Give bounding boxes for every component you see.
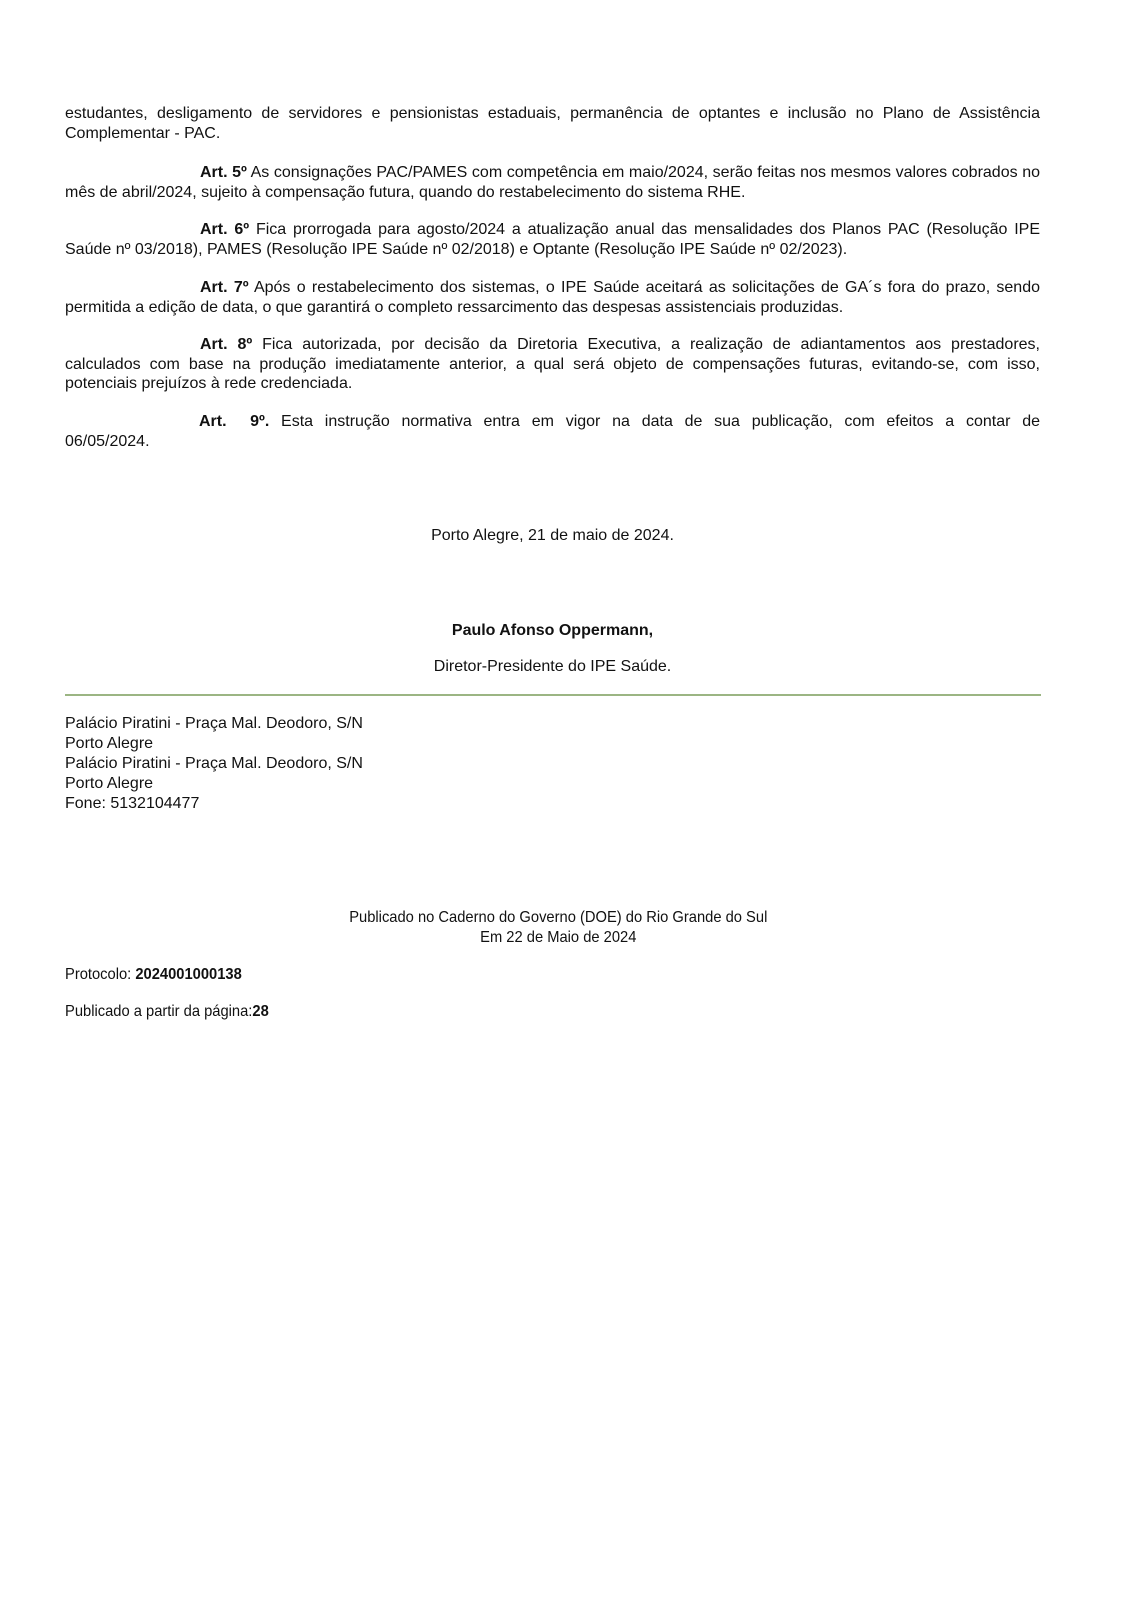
page-value: 28: [252, 1003, 269, 1020]
article-6: [65, 220, 1040, 259]
publication-page: [65, 1002, 269, 1022]
page-label: Publicado a partir da página:: [65, 1003, 253, 1020]
article-label: Art. 6º: [200, 221, 250, 238]
signatory-name: Paulo Afonso Oppermann,: [451, 622, 654, 639]
publication-line-1: Publicado no Caderno do Governo (DOE) do Rio Grande do Sul: [349, 909, 768, 926]
publication-line-2: Em 22 de Maio de 2024: [480, 929, 637, 946]
article-text: As consignações PAC/PAMES com competência em maio/2024, serão feitas nos mesmos valores cobrados no mês de abril/2024, sujeito à compensação futura, quando do restabelecimento do sistema RHE.: [65, 164, 1040, 201]
phone-line: Fone: 5132104477: [65, 795, 200, 812]
article-9: [65, 412, 1040, 451]
article-text: Esta instrução normativa entra em vigor na data de sua publicação, com efeitos a contar de 06/05/2024.: [65, 413, 1040, 450]
address-line: Palácio Piratini - Praça Mal. Deodoro, S/N: [65, 755, 363, 772]
protocol: [65, 965, 242, 985]
article-label: Art. 8º: [200, 336, 253, 353]
article-text: Fica autorizada, por decisão da Diretoria Executiva, a realização de adiantamentos aos prestadores, calculados com base na produção imediatamente anterior, a qual será objeto de compensações futuras, evitando-se, com isso, potenciais prejuízos à rede credenciada.: [65, 336, 1040, 392]
article-label: Art. 5º: [200, 164, 247, 181]
footer-address: [65, 714, 363, 814]
protocol-label: Protocolo:: [65, 966, 136, 983]
article-text: Fica prorrogada para agosto/2024 a atualização anual das mensalidades dos Planos PAC (Resolução IPE Saúde nº 03/2018), PAMES (Resolução IPE Saúde nº 02/2018) e Optante (Resolução IPE Saúde nº 02/2023).: [65, 221, 1041, 258]
intro-continuation: estudantes, desligamento de servidores e pensionistas estaduais, permanência de optantes e inclusão no Plano de Assistência Complementar - PAC.: [65, 105, 1040, 142]
footer-separator: [65, 694, 1041, 696]
article-5: [65, 163, 1040, 202]
address-line: Porto Alegre: [65, 735, 154, 752]
article-text: Após o restabelecimento dos sistemas, o IPE Saúde aceitará as solicitações de GA´s fora do prazo, sendo permitida a edição de data, o que garantirá o completo ressarcimento das despesas assistenciais produzidas.: [65, 279, 1040, 316]
protocol-value: 2024001000138: [135, 966, 242, 983]
address-line: Porto Alegre: [65, 775, 154, 792]
address-line: Palácio Piratini - Praça Mal. Deodoro, S/N: [65, 715, 363, 732]
publication-notice: [109, 908, 1007, 948]
article-label: Art. 7º: [200, 279, 249, 296]
article-label: Art. 9º.: [199, 413, 270, 430]
article-8: [65, 335, 1040, 394]
place-date: Porto Alegre, 21 de maio de 2024.: [431, 527, 674, 544]
signatory-title: Diretor-Presidente do IPE Saúde.: [433, 658, 672, 675]
article-7: [65, 278, 1040, 317]
